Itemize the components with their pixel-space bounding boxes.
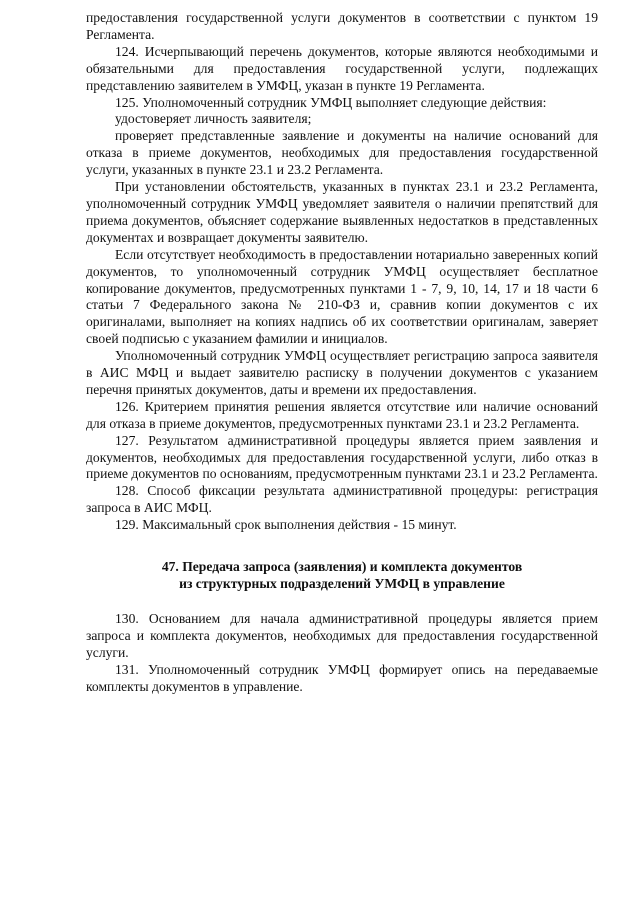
paragraph-125-obstacles: При установлении обстоятельств, указанных в пунктах 23.1 и 23.2 Регламента, уполномоченный сотрудник УМФЦ уведомляет заявителя о наличии препятствий для приема документов, объясняет содержание выявленных недостатков в представленных документах и возвращает документы заявителю. xyxy=(86,179,598,245)
paragraph-124: 124. Исчерпывающий перечень документов, которые являются необходимыми и обязательными для предоставления государственной услуги, подлежащих представлению заявителем в УМФЦ, указан в пункте 19 Регламента. xyxy=(86,43,598,93)
paragraph-128: 128. Способ фиксации результата административной процедуры: регистрация запроса в АИС МФЦ. xyxy=(86,483,598,516)
document-page xyxy=(86,10,598,696)
paragraph-125-copies: Если отсутствует необходимость в предоставлении нотариально заверенных копий документов, то уполномоченный сотрудник УМФЦ осуществляет бесплатное копирование документов, предусмотренных пунктами 1 - 7, 9, 10, 14, 17 и 18 части 6 статьи 7 Федерального закона № 210-ФЗ и, сравнив копии документов с их оригиналами, выполняет на копиях надпись об их соответствии оригиналам, заверяет своей подписью с указанием фамилии и инициалов. xyxy=(86,246,598,347)
paragraph-126: 126. Критерием принятия решения является отсутствие или наличие оснований для отказа в приеме документов, предусмотренных пунктами 23.1 и 23.2 Регламента. xyxy=(86,398,598,431)
paragraph-125: 125. Уполномоченный сотрудник УМФЦ выполняет следующие действия: xyxy=(115,94,547,110)
paragraph-130: 130. Основанием для начала административной процедуры является прием запроса и комплекта документов, необходимых для предоставления государственной услуги. xyxy=(86,611,598,660)
paragraph-125-identity: удостоверяет личность заявителя; xyxy=(115,111,312,127)
paragraph-125-check: проверяет представленные заявление и документы на наличие оснований для отказа в приеме документов, необходимых для предоставления государственной услуги, указанных в пункте 23.1 и 23.2 Регламента. xyxy=(86,128,598,178)
paragraph-125-registration: Уполномоченный сотрудник УМФЦ осуществляет регистрацию запроса заявителя в АИС МФЦ и выдает заявителю расписку в получении документов с указанием перечня принятых документов, даты и времени их предоставления. xyxy=(86,348,598,397)
section-heading-line-1: 47. Передача запроса (заявления) и комплекта документов xyxy=(161,559,523,575)
paragraph-127: 127. Результатом административной процедуры является прием заявления и документов, необходимых для предоставления государственной услуги, либо отказ в приеме документов по основаниям, предусмотренным пунктами 23.1 и 23.2 Регламента. xyxy=(86,432,598,482)
paragraph-continuation: предоставления государственной услуги документов в соответствии с пунктом 19 Регламента. xyxy=(86,10,598,42)
section-heading-line-2: из структурных подразделений УМФЦ в управление xyxy=(179,576,505,592)
paragraph-129: 129. Максимальный срок выполнения действия - 15 минут. xyxy=(115,517,457,533)
section-heading-47 xyxy=(86,558,598,592)
paragraph-131: 131. Уполномоченный сотрудник УМФЦ формирует опись на передаваемые комплекты документов в управление. xyxy=(86,661,598,694)
